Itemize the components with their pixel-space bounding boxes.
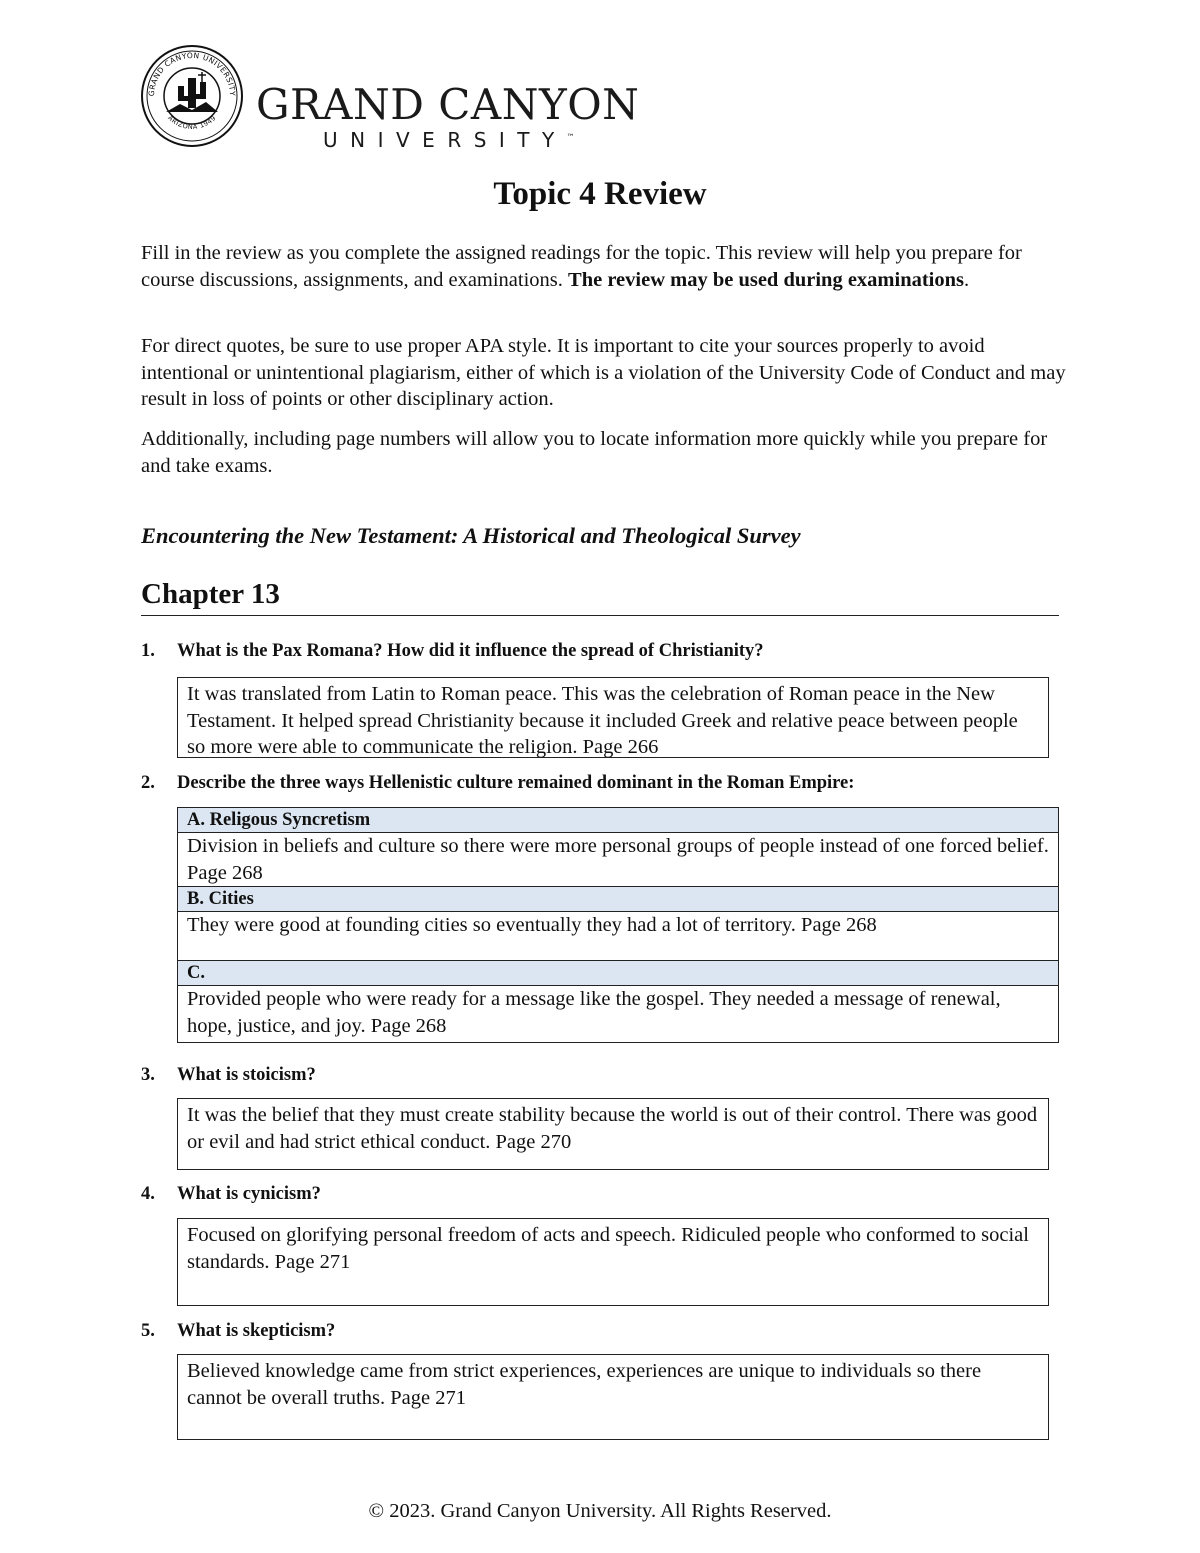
table-row <box>178 833 1059 887</box>
answer-cell-c[interactable]: Provided people who were ready for a message like the gospel. They needed a message of renewal, hope, justice, and joy. Page 268 <box>178 986 1059 1043</box>
intro-p1-end: . <box>964 268 970 291</box>
table-row <box>178 961 1059 986</box>
intro-p1-bold: The review may be used during examinations <box>568 268 965 291</box>
seal-text-top: GRAND CANYON UNIVERSITY <box>146 50 238 97</box>
page-title: Topic 4 Review <box>493 176 707 212</box>
table-row <box>178 912 1059 961</box>
copyright-footer: © 2023. Grand Canyon University. All Rights Reserved. <box>368 1500 832 1522</box>
table-row <box>178 808 1059 833</box>
question-text: What is cynicism? <box>177 1184 321 1204</box>
question-1 <box>141 641 764 662</box>
book-title: Encountering the New Testament: A Historical and Theological Survey <box>141 523 801 548</box>
svg-text:ARIZONA 1949 <box>166 114 218 131</box>
question-text: What is skepticism? <box>177 1321 336 1341</box>
intro-paragraph-2: For direct quotes, be sure to use proper APA style. It is important to cite your sources properly to avoid intentional or unintentional plagiarism, either of which is a violation of the University Code of Conduct and may result in loss of points or other disciplinary action. <box>141 335 1066 410</box>
row-label-a: A. Religous Syncretism <box>178 808 1059 833</box>
intro-paragraph-3: Additionally, including page numbers will allow you to locate information more quickly while you prepare for and take exams. <box>141 428 1048 477</box>
intro-p1-text: Fill in the review as you complete the assigned readings for the topic. This review will help you prepare for course discussions, assignments, and examinations. <box>141 242 1022 291</box>
logo-university-word: UNIVERSITY <box>323 128 567 152</box>
answer-box-3[interactable]: It was the belief that they must create stability because the world is out of their control. There was good or evil and had strict ethical conduct. Page 270 <box>177 1098 1049 1170</box>
question-number: 1. <box>141 641 155 661</box>
table-row <box>178 887 1059 912</box>
question-text: Describe the three ways Hellenistic culture remained dominant in the Roman Empire: <box>177 773 855 793</box>
table-row <box>178 986 1059 1043</box>
answer-box-4[interactable]: Focused on glorifying personal freedom of acts and speech. Ridiculed people who conformed to social standards. Page 271 <box>177 1218 1049 1306</box>
chapter-heading: Chapter 13 <box>141 578 1059 616</box>
intro-paragraph-1 <box>141 240 1066 293</box>
answer-cell-b[interactable]: They were good at founding cities so eventually they had a lot of territory. Page 268 <box>178 912 1059 961</box>
question-number: 2. <box>141 773 155 793</box>
answer-box-5[interactable]: Believed knowledge came from strict experiences, experiences are unique to individuals so there cannot be overall truths. Page 271 <box>177 1354 1049 1440</box>
trademark-symbol: ™ <box>566 132 575 142</box>
question-number: 4. <box>141 1184 155 1204</box>
row-label-c: C. <box>178 961 1059 986</box>
logo-name-line2 <box>323 128 575 152</box>
answer-cell-a[interactable]: Division in beliefs and culture so there were more personal groups of people instead of one forced belief. Page 268 <box>178 833 1059 887</box>
question-5 <box>141 1321 335 1342</box>
question-number: 5. <box>141 1321 155 1341</box>
seal-text-bottom: ARIZONA 1949 <box>166 113 218 132</box>
question-2 <box>141 773 854 794</box>
question-3 <box>141 1065 316 1086</box>
row-label-b: B. Cities <box>178 887 1059 912</box>
question-4 <box>141 1184 321 1205</box>
question-text: What is stoicism? <box>177 1065 316 1085</box>
question-text: What is the Pax Romana? How did it influence the spread of Christianity? <box>177 641 764 661</box>
question-number: 3. <box>141 1065 155 1085</box>
university-seal-icon <box>140 44 244 148</box>
university-logo <box>140 44 640 154</box>
hellenistic-culture-table <box>177 807 1059 1043</box>
logo-name-line1: GRAND CANYON <box>256 80 640 129</box>
answer-box-1[interactable]: It was translated from Latin to Roman peace. This was the celebration of Roman peace in the New Testament. It helped spread Christianity because it included Greek and relative peace between people so more were able to communicate the religion. Page 266 <box>177 677 1049 758</box>
